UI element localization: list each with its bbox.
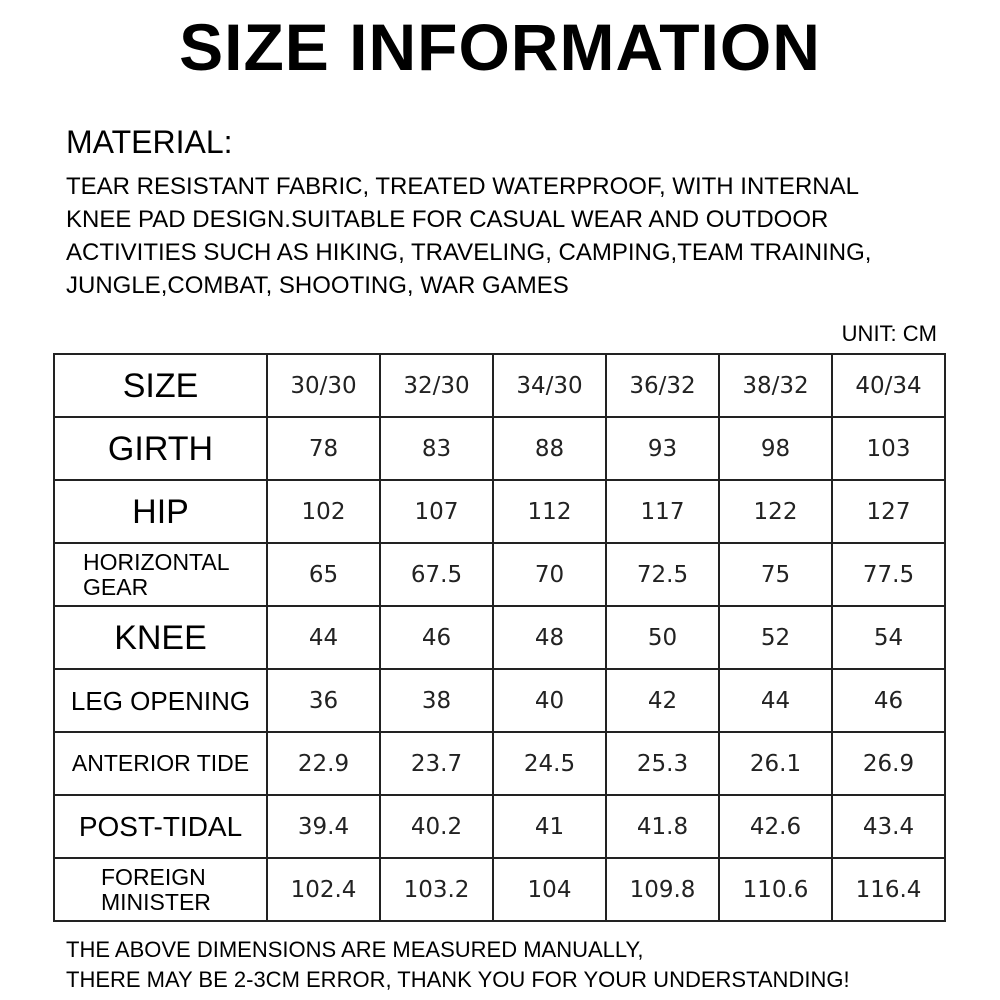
- value-cell: 40.2: [380, 795, 493, 858]
- table-row-leg-opening: [54, 669, 945, 732]
- value-cell: 46: [380, 606, 493, 669]
- size-table: [53, 353, 946, 922]
- size-cell: 36/32: [606, 354, 719, 417]
- value-cell: 50: [606, 606, 719, 669]
- value-cell: 42.6: [719, 795, 832, 858]
- row-label-girth: GIRTH: [54, 417, 267, 480]
- value-cell: 67.5: [380, 543, 493, 606]
- value-cell: 41.8: [606, 795, 719, 858]
- value-cell: 102: [267, 480, 380, 543]
- value-cell: 103: [832, 417, 945, 480]
- size-cell: 32/30: [380, 354, 493, 417]
- value-cell: 122: [719, 480, 832, 543]
- table-row-size: [54, 354, 945, 417]
- value-cell: 75: [719, 543, 832, 606]
- value-cell: 39.4: [267, 795, 380, 858]
- table-row-horizontal-gear: [54, 543, 945, 606]
- material-description: [66, 170, 946, 302]
- value-cell: 116.4: [832, 858, 945, 921]
- table-row-hip: [54, 480, 945, 543]
- row-label-hip: HIP: [54, 480, 267, 543]
- table-row-anterior-tide: [54, 732, 945, 795]
- footer-line: THE ABOVE DIMENSIONS ARE MEASURED MANUALLY,: [66, 937, 644, 962]
- material-line: JUNGLE,COMBAT, SHOOTING, WAR GAMES: [66, 272, 569, 299]
- value-cell: 41: [493, 795, 606, 858]
- page-title: SIZE INFORMATION: [179, 10, 821, 84]
- unit-label: UNIT: CM: [841, 321, 937, 346]
- value-cell: 54: [832, 606, 945, 669]
- value-cell: 83: [380, 417, 493, 480]
- value-cell: 102.4: [267, 858, 380, 921]
- value-cell: 42: [606, 669, 719, 732]
- row-label-size: SIZE: [54, 354, 267, 417]
- value-cell: 46: [832, 669, 945, 732]
- value-cell: 52: [719, 606, 832, 669]
- row-label-line: HORIZONTAL: [83, 548, 230, 575]
- material-line: ACTIVITIES SUCH AS HIKING, TRAVELING, CAMPING,TEAM TRAINING,: [66, 239, 872, 266]
- value-cell: 22.9: [267, 732, 380, 795]
- value-cell: 110.6: [719, 858, 832, 921]
- value-cell: 44: [719, 669, 832, 732]
- material-line: KNEE PAD DESIGN.SUITABLE FOR CASUAL WEAR AND OUTDOOR: [66, 206, 829, 233]
- value-cell: 43.4: [832, 795, 945, 858]
- value-cell: 78: [267, 417, 380, 480]
- value-cell: 44: [267, 606, 380, 669]
- row-label-foreign-minister: [54, 858, 267, 921]
- table-row-post-tidal: [54, 795, 945, 858]
- value-cell: 109.8: [606, 858, 719, 921]
- size-cell: 30/30: [267, 354, 380, 417]
- value-cell: 65: [267, 543, 380, 606]
- value-cell: 88: [493, 417, 606, 480]
- value-cell: 48: [493, 606, 606, 669]
- value-cell: 25.3: [606, 732, 719, 795]
- footer-note: [66, 935, 966, 995]
- value-cell: 36: [267, 669, 380, 732]
- row-label-knee: KNEE: [54, 606, 267, 669]
- material-heading: MATERIAL:: [66, 124, 233, 160]
- row-label-leg-opening: LEG OPENING: [54, 669, 267, 732]
- value-cell: 104: [493, 858, 606, 921]
- value-cell: 24.5: [493, 732, 606, 795]
- value-cell: 23.7: [380, 732, 493, 795]
- size-cell: 40/34: [832, 354, 945, 417]
- table-row-girth: [54, 417, 945, 480]
- row-label-line: GEAR: [83, 573, 149, 600]
- row-label-line: FOREIGN: [101, 863, 206, 890]
- row-label-line: MINISTER: [101, 888, 211, 915]
- value-cell: 77.5: [832, 543, 945, 606]
- value-cell: 103.2: [380, 858, 493, 921]
- value-cell: 112: [493, 480, 606, 543]
- row-label-horizontal-gear: [54, 543, 267, 606]
- value-cell: 38: [380, 669, 493, 732]
- value-cell: 93: [606, 417, 719, 480]
- table-row-knee: [54, 606, 945, 669]
- value-cell: 117: [606, 480, 719, 543]
- size-cell: 38/32: [719, 354, 832, 417]
- value-cell: 70: [493, 543, 606, 606]
- value-cell: 72.5: [606, 543, 719, 606]
- value-cell: 127: [832, 480, 945, 543]
- material-line: TEAR RESISTANT FABRIC, TREATED WATERPROOF, WITH INTERNAL: [66, 173, 859, 200]
- value-cell: 26.1: [719, 732, 832, 795]
- value-cell: 26.9: [832, 732, 945, 795]
- footer-line: THERE MAY BE 2-3CM ERROR, THANK YOU FOR YOUR UNDERSTANDING!: [66, 967, 850, 992]
- row-label-anterior-tide: ANTERIOR TIDE: [54, 732, 267, 795]
- value-cell: 98: [719, 417, 832, 480]
- row-label-post-tidal: POST-TIDAL: [54, 795, 267, 858]
- size-cell: 34/30: [493, 354, 606, 417]
- table-row-foreign-minister: [54, 858, 945, 921]
- value-cell: 107: [380, 480, 493, 543]
- value-cell: 40: [493, 669, 606, 732]
